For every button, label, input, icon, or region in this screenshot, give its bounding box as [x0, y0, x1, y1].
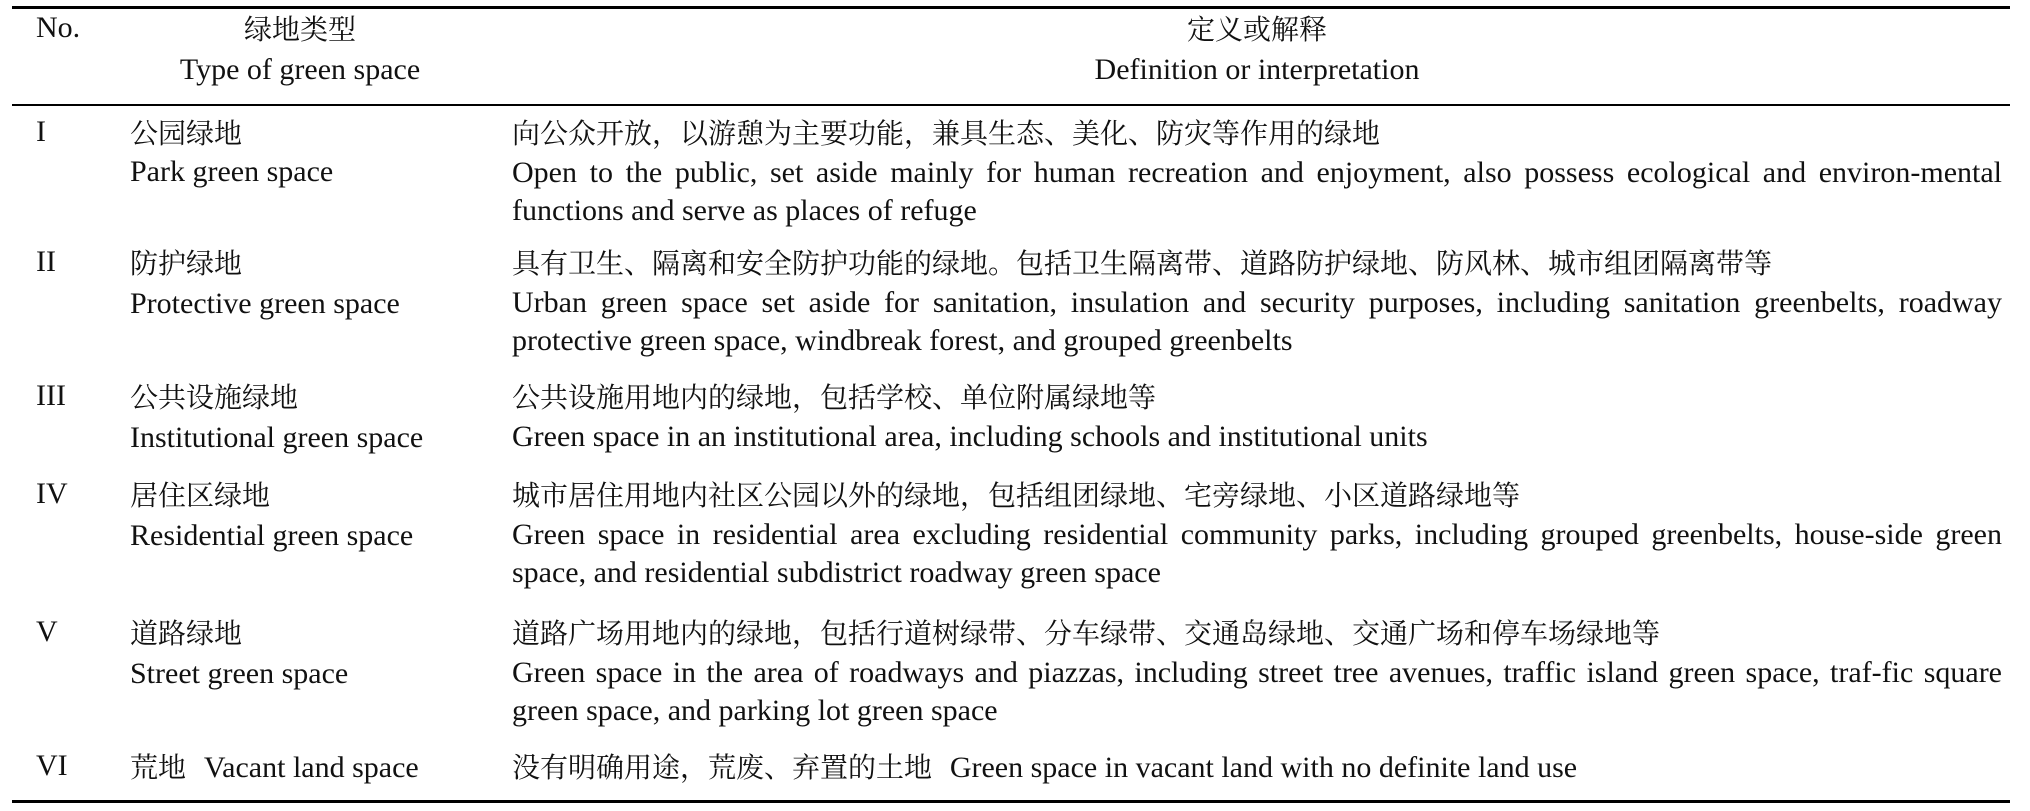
table-bottom-rule: [12, 800, 2010, 803]
row-def-cn: 道路广场用地内的绿地，包括行道树绿带、分车绿带、交通岛绿地、交通广场和停车场绿地等: [512, 617, 1661, 650]
row-type-cn: 公共设施绿地: [130, 381, 299, 414]
row-def-en: Urban green space set aside for sanitation, insulation and security purposes, including sanitation greenbelts, roadway protective green space, windbreak forest, and grouped greenbelts: [512, 286, 2002, 357]
row-type-en: Protective green space: [130, 287, 400, 320]
header-no: No.: [36, 11, 81, 44]
row-type-cn: 居住区绿地: [130, 479, 271, 512]
row-def-en: Green space in an institutional area, including schools and institutional units: [512, 420, 1428, 453]
row-number: II: [36, 245, 56, 278]
header-type-cn: 绿地类型: [243, 13, 356, 46]
row-type-cn: 防护绿地: [130, 247, 243, 280]
row-type-cn: 荒地: [130, 751, 187, 784]
row-type: [130, 748, 419, 788]
row-number: III: [36, 379, 66, 412]
header-def-cn: 定义或解释: [1186, 13, 1327, 46]
header-def-en: Definition or interpretation: [1094, 53, 1420, 86]
row-type-cn: 公园绿地: [130, 117, 243, 150]
table-top-rule: [12, 6, 2010, 9]
table-header-rule: [12, 104, 2010, 106]
row-def-cn: 公共设施用地内的绿地，包括学校、单位附属绿地等: [512, 381, 1157, 414]
row-def-cn: 具有卫生、隔离和安全防护功能的绿地。包括卫生隔离带、道路防护绿地、防风林、城市组团隔离带等: [512, 247, 1773, 280]
row-number: V: [36, 615, 58, 648]
row-type-en: Vacant land space: [203, 751, 419, 784]
row-type-en: Residential green space: [130, 519, 414, 552]
row-number: VI: [36, 749, 68, 782]
row-def-en: Open to the public, set aside mainly for human recreation and enjoyment, also possess ecological and environ-mental functions and serve as places of refuge: [512, 156, 2002, 227]
row-def-cn: 没有明确用途，荒废、弃置的土地: [512, 751, 933, 784]
row-def-cn: 向公众开放，以游憩为主要功能，兼具生态、美化、防灾等作用的绿地: [512, 117, 1381, 150]
row-type-en: Park green space: [130, 155, 334, 188]
row-def: [512, 748, 1577, 788]
header-type-en: Type of green space: [179, 53, 421, 86]
row-def-en: Green space in residential area excluding residential community parks, including grouped greenbelts, house-side green space, and residential subdistrict roadway green space: [512, 518, 2002, 589]
row-def-en: Green space in vacant land with no definite land use: [949, 751, 1578, 784]
row-number: IV: [36, 477, 68, 510]
row-number: I: [36, 115, 46, 148]
row-type-cn: 道路绿地: [130, 617, 243, 650]
row-type-en: Institutional green space: [130, 421, 424, 454]
row-def-en: Green space in the area of roadways and piazzas, including street tree avenues, traffic island green space, traf-fic square green space, and parking lot green space: [512, 656, 2002, 727]
row-type-en: Street green space: [130, 657, 349, 690]
row-def-cn: 城市居住用地内社区公园以外的绿地，包括组团绿地、宅旁绿地、小区道路绿地等: [512, 479, 1521, 512]
